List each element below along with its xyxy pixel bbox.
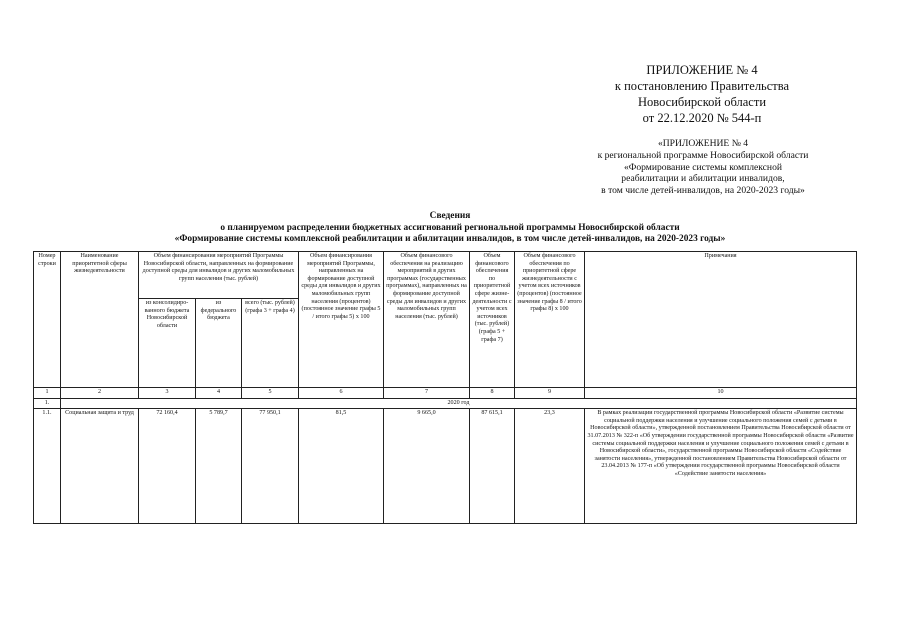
- column-index: 3: [139, 388, 196, 399]
- column-index: 9: [515, 388, 585, 399]
- row-consolidated: 72 160,4: [139, 409, 196, 524]
- appendix-date-line: от 22.12.2020 № 544-п: [642, 111, 762, 125]
- section-row: [34, 398, 857, 409]
- row-share-program: 81,5: [299, 409, 384, 524]
- column-index: 8: [470, 388, 515, 399]
- sub-header-line-2: к региональной программе Новосибирской области: [597, 149, 809, 161]
- sub-header-line-4: реабилитации и абилитации инвалидов,: [621, 173, 785, 185]
- row-financial-provision: 9 665,0: [384, 409, 470, 524]
- sub-header-line-5: в том числе детей-инвалидов, на 2020-2023 годы»: [601, 185, 805, 197]
- row-total: 77 950,1: [242, 409, 299, 524]
- section-number: 1.: [34, 398, 61, 409]
- appendix-ref-line: к постановлению Правительства: [614, 79, 790, 93]
- column-index-row: [34, 388, 857, 399]
- column-index: 5: [242, 388, 299, 399]
- table-row: [34, 409, 857, 524]
- header-financial-provision: Объем финансового обеспечения на реализацию мероприятий в других программах (государственных программах), направленных на формирование доступной среды для инвалидов и других маломобильных групп населения (тыс. рублей): [384, 252, 470, 388]
- column-index: 2: [61, 388, 139, 399]
- header-funding-group: Объем финансирования мероприятий Программы Новосибирской области, направленных на формирование доступной среды для инвалидов и других маломобильных групп населения (тыс. рублей): [139, 252, 299, 299]
- column-index: 7: [384, 388, 470, 399]
- row-priority: Социальная защита и труд: [61, 409, 139, 524]
- header-funding-consolidated: из консолидиро-ванного бюджета Новосибирской области: [139, 299, 196, 388]
- column-index: 10: [585, 388, 857, 399]
- header-funding-federal: из федерального бюджета: [196, 299, 242, 388]
- sub-header-line-3: «Формирование системы комплексной: [623, 161, 782, 173]
- appendix-title: ПРИЛОЖЕНИЕ № 4: [646, 63, 758, 77]
- appendix-header: [587, 62, 817, 126]
- sub-header-line-1: «ПРИЛОЖЕНИЕ № 4: [657, 138, 749, 149]
- header-funding-total: всего (тыс. рублей) (графа 3 + графа 4): [242, 299, 299, 388]
- document-title: [60, 211, 840, 246]
- row-financial-priority: 87 615,1: [470, 409, 515, 524]
- budget-allocation-table: [33, 251, 857, 524]
- row-financial-share: 23,3: [515, 409, 585, 524]
- title-line-3: «Формирование системы комплексной реабилитации и абилитации инвалидов, в том числе детей-инвалидов, на 2020-2023 годы»: [174, 234, 726, 245]
- row-note: В рамках реализации государственной программы Новосибирской области «Развитие системы социальной поддержки населения и улучшение социального положения семей с детьми в Новосибирской области», утвержденной постановлением Правительства Новосибирской области от 31.07.2013 № 322-п «Об утверждении государственной программы Новосибирской области «Развитие системы социальной поддержки населения и улучшение социального положения семей с детьми в Новосибирской области», государственной программы Новосибирской области «Содействие занятости населения», утвержденной постановлением Правительства Новосибирской области от 23.04.2013 № 177-п «Об утверждении государственной программы Новосибирской области «Содействие занятости населения»: [585, 409, 857, 524]
- header-financial-share: Объем финансового обеспечения по приоритетной сфере жизнедеятельности с учетом всех источников (процентов) (постоянное значение графы 8 / итого графы 8) х 100: [515, 252, 585, 388]
- title-line-2: о планируемом распределении бюджетных ассигнований региональной программы Новосибирской области: [220, 222, 680, 233]
- row-number: 1.1.: [34, 409, 61, 524]
- column-index: 4: [196, 388, 242, 399]
- column-index: 6: [299, 388, 384, 399]
- header-financial-priority: Объем финансового обеспечения по приоритетной сфере жизне-деятельности с учетом всех источников (тыс. рублей) (графа 5 + графа 7): [470, 252, 515, 388]
- column-index: 1: [34, 388, 61, 399]
- header-row-number: Номер строки: [34, 252, 61, 388]
- appendix-region-line: Новосибирской области: [637, 95, 767, 109]
- row-federal: 5 789,7: [196, 409, 242, 524]
- header-share-program: Объем финансирования мероприятий Программы, направленных на формирование доступной среды для инвалидов и других маломобильных групп населения (процентов) (постоянное значение графы 5 / итого графы 5) х 100: [299, 252, 384, 388]
- header-note: Примечания: [585, 252, 857, 388]
- section-label: 2020 год: [61, 398, 857, 409]
- title-line-1: Сведения: [429, 211, 471, 221]
- program-sub-header: [573, 138, 833, 197]
- header-priority: Наименование приоритетной сферы жизнедеятельности: [61, 252, 139, 388]
